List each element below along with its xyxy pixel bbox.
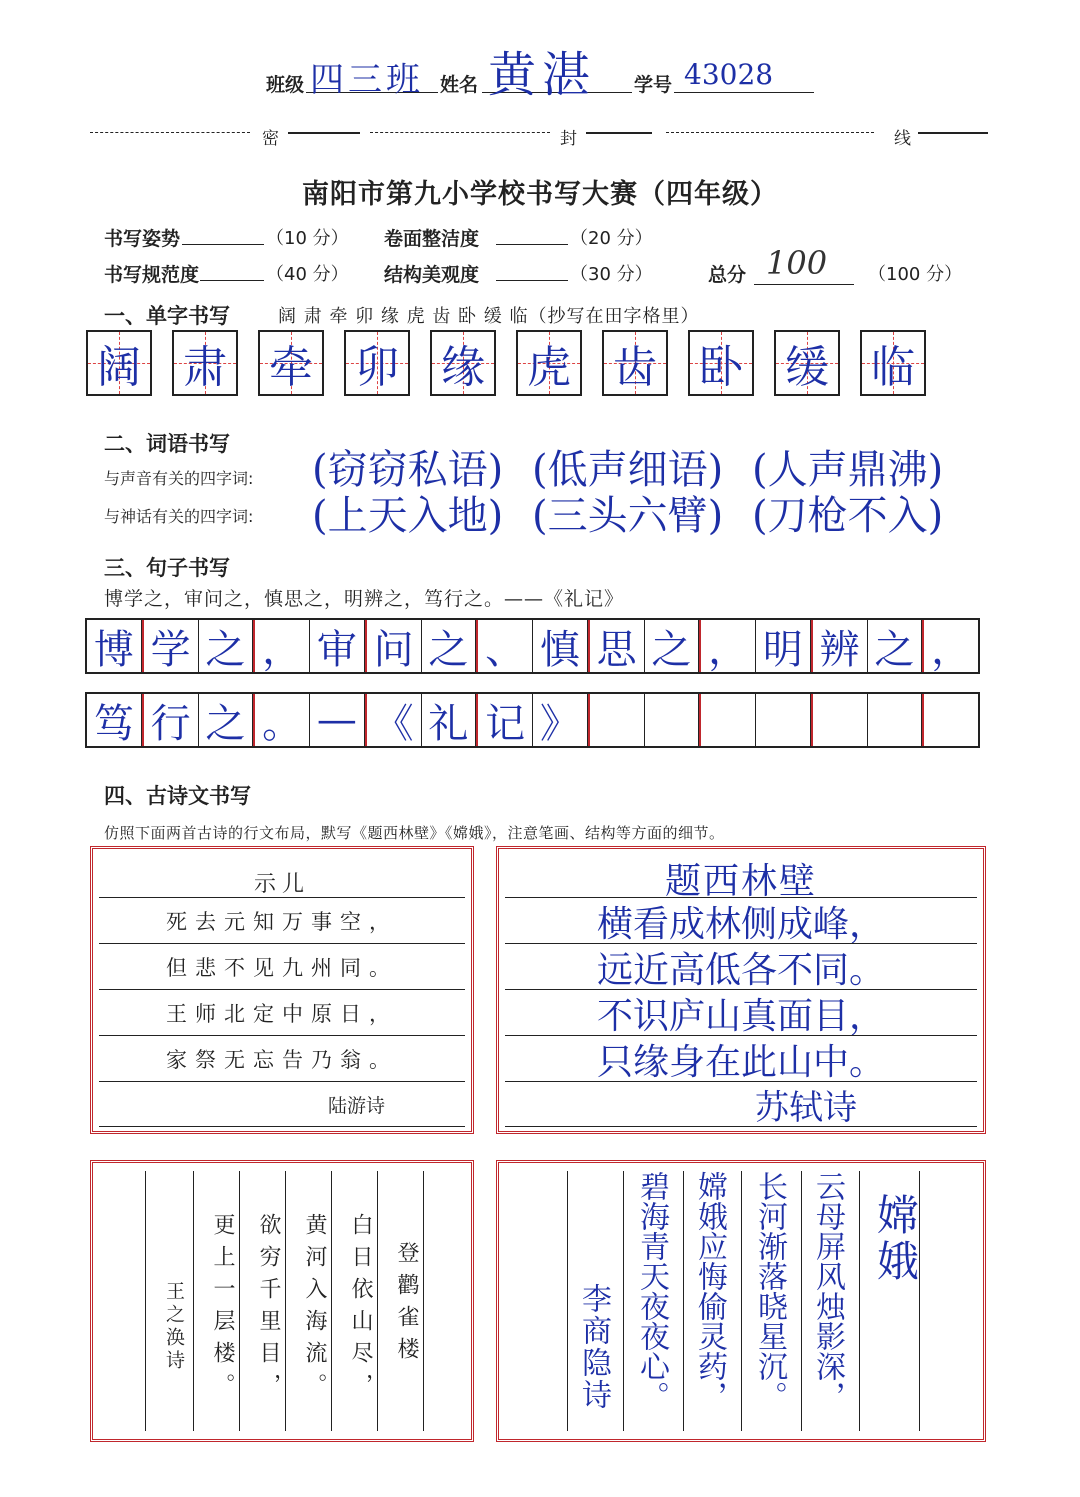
col-line — [623, 1171, 624, 1431]
section4-heading: 四、古诗文书写 — [104, 784, 251, 808]
poem-tixilinbi-line-3-text: 不识庐山真面目， — [596, 995, 885, 1037]
seal-solid-2 — [586, 132, 652, 134]
sentence-cell[interactable]: ， — [253, 620, 310, 672]
score-standard-label: 书写规范度 — [104, 264, 200, 286]
char-cell-text: 牵 — [269, 342, 313, 393]
col-line — [239, 1171, 240, 1431]
col-line — [377, 1171, 378, 1431]
myth-word-3-text: 刀枪不入 — [767, 493, 928, 539]
poem-shier-line-4 — [99, 1035, 465, 1082]
poem-shier-author: 陆游诗 — [327, 1094, 385, 1117]
myth-word-2[interactable]: (三头六臂) — [532, 493, 724, 539]
section2-heading: 二、词语书写 — [104, 432, 230, 456]
char-cell[interactable] — [860, 330, 926, 396]
id-label: 学号 — [634, 74, 673, 96]
char-cell-text: 虎 — [527, 342, 571, 393]
sentence-cell[interactable] — [645, 694, 700, 746]
section1-prompt: 阔 肃 牵 卯 缘 虎 齿 卧 缓 临（抄写在田字格里） — [278, 306, 700, 327]
char-cell-text: 卯 — [355, 342, 399, 393]
myth-words-label: 与神话有关的四字词: — [104, 507, 254, 526]
poem-shier-line-4-text: 家祭无忘告乃翁。 — [166, 1048, 398, 1072]
sentence-cell[interactable]: 礼 — [422, 694, 477, 746]
sentence-cell[interactable]: 之 — [199, 620, 254, 672]
col-line — [741, 1171, 742, 1431]
poem-shier-title: 示儿 — [253, 872, 310, 897]
section3-prompt: 博学之，审问之，慎思之，明辨之，笃行之。——《礼记》 — [104, 588, 625, 610]
poem-dengquelou-line-1: 白日依山尽， — [348, 1213, 373, 1405]
sound-word-1[interactable]: (窃窃私语) — [312, 447, 504, 493]
poem-box-change — [496, 1160, 986, 1442]
col-line — [285, 1171, 286, 1431]
score-posture-field[interactable] — [182, 222, 264, 245]
sentence-row-2 — [85, 692, 980, 748]
sentence-cell[interactable]: 之 — [645, 620, 700, 672]
col-line — [683, 1171, 684, 1431]
sound-word-2-text: 低声细语 — [547, 447, 708, 493]
score-structure-field[interactable] — [496, 258, 568, 281]
sentence-cell[interactable]: 审 — [310, 620, 365, 672]
col-line — [859, 1171, 860, 1431]
seal-dash-2 — [370, 132, 550, 133]
poem-change-title[interactable]: 嫦娥 — [871, 1193, 920, 1285]
poem-change-line-4[interactable]: 碧海青天夜夜心。 — [634, 1171, 669, 1411]
score-standard-points: （40 分） — [266, 264, 349, 285]
poem-shier-line-2 — [99, 943, 465, 990]
sentence-cell[interactable]: — — [310, 694, 365, 746]
sentence-cell[interactable] — [811, 694, 868, 746]
seal-solid-3 — [918, 132, 988, 134]
score-total-label: 总分 — [708, 264, 747, 286]
sentence-row-1 — [85, 618, 980, 674]
char-cell-text: 肃 — [183, 342, 227, 393]
col-line — [801, 1171, 802, 1431]
score-neatness-label: 卷面整洁度 — [384, 228, 480, 250]
poem-tixilinbi-line-1-text: 横看成林侧成峰， — [596, 903, 885, 945]
char-cell[interactable] — [86, 330, 152, 396]
char-cell-text: 齿 — [613, 342, 657, 393]
section4-instruction: 仿照下面两首古诗的行文布局，默写《题西林壁》《嫦娥》，注意笔画、结构等方面的细节。 — [104, 824, 725, 842]
sentence-cell[interactable]: 笃 — [87, 694, 142, 746]
score-neatness-points: （20 分） — [570, 228, 653, 249]
poem-tixilinbi-line-1[interactable] — [505, 897, 977, 944]
poem-shier-line-3-text: 王师北定中原日， — [166, 1002, 398, 1026]
score-structure-label: 结构美观度 — [384, 264, 480, 286]
char-cell[interactable] — [602, 330, 668, 396]
myth-word-3[interactable]: (刀枪不入) — [752, 493, 944, 539]
poem-dengquelou-line-3: 欲穷千里目， — [256, 1213, 281, 1405]
poem-tixilinbi-line-3[interactable] — [505, 989, 977, 1036]
sound-word-3[interactable]: (人声鼎沸) — [752, 447, 944, 493]
seal-feng: 封 — [560, 129, 577, 149]
poem-change-line-2[interactable]: 长河渐落晓星沉。 — [752, 1171, 787, 1411]
sentence-cell[interactable]: 》 — [533, 694, 588, 746]
poem-box-shier — [90, 846, 474, 1134]
sentence-cell[interactable]: 问 — [365, 620, 422, 672]
score-posture-points: （10 分） — [266, 228, 349, 249]
sound-word-3-text: 人声鼎沸 — [767, 447, 928, 493]
myth-word-1-text: 上天入地 — [327, 493, 488, 539]
poem-change-author[interactable]: 李商隐诗 — [576, 1283, 611, 1411]
col-line — [567, 1171, 568, 1431]
sound-word-1-text: 窃窃私语 — [327, 447, 488, 493]
sentence-cell[interactable] — [868, 694, 923, 746]
poem-shier-line-1 — [99, 897, 465, 944]
sentence-cell[interactable]: 记 — [476, 694, 533, 746]
seal-solid-1 — [288, 132, 360, 134]
seal-xian: 线 — [894, 129, 911, 149]
score-standard-field[interactable] — [200, 258, 264, 281]
poem-tixilinbi-author-row[interactable] — [505, 1081, 977, 1127]
sentence-cell[interactable]: 辨 — [811, 620, 868, 672]
score-total-value: 100 — [766, 244, 828, 282]
sentence-cell[interactable]: 之 — [422, 620, 477, 672]
poem-tixilinbi-line-4[interactable] — [505, 1035, 977, 1082]
sentence-cell[interactable]: 博 — [87, 620, 142, 672]
poem-shier-author-row — [99, 1081, 465, 1127]
score-structure-points: （30 分） — [570, 264, 653, 285]
poem-dengquelou-title: 登鹳雀楼 — [394, 1241, 419, 1369]
char-cell-text: 卧 — [699, 342, 743, 393]
name-value: 黄湛 — [488, 47, 597, 103]
poem-change-line-1[interactable]: 云母屏风烛影深， — [810, 1171, 845, 1411]
sentence-cell[interactable] — [588, 694, 645, 746]
section1-heading: 一、单字书写 — [104, 304, 230, 328]
sentence-cell[interactable]: 之 — [868, 620, 923, 672]
col-line — [423, 1171, 424, 1431]
col-line — [193, 1171, 194, 1431]
sentence-cell[interactable]: ， — [922, 620, 978, 672]
sentence-cell[interactable]: 《 — [365, 694, 422, 746]
poem-shier-line-1-text: 死去元知万事空， — [166, 910, 398, 934]
seal-dash-3 — [666, 132, 874, 133]
char-cell-text: 缓 — [785, 342, 829, 393]
poem-tixilinbi-line-2[interactable] — [505, 943, 977, 990]
char-cell[interactable] — [688, 330, 754, 396]
seal-dash-1 — [90, 132, 250, 133]
char-cell-text: 缘 — [441, 342, 485, 393]
sentence-cell[interactable]: 之 — [199, 694, 254, 746]
section3-heading: 三、句子书写 — [104, 556, 230, 580]
poem-tixilinbi-author: 苏轼诗 — [755, 1087, 857, 1128]
char-cell[interactable] — [172, 330, 238, 396]
char-cell[interactable] — [774, 330, 840, 396]
myth-word-2-text: 三头六臂 — [547, 493, 708, 539]
poem-change-line-3[interactable]: 嫦娥应悔偷灵药， — [692, 1171, 727, 1411]
class-label: 班级 — [266, 74, 305, 96]
id-value: 43028 — [684, 58, 774, 91]
sentence-cell[interactable]: 行 — [142, 694, 199, 746]
poem-shier-line-3 — [99, 989, 465, 1036]
char-cell[interactable] — [516, 330, 582, 396]
sentence-cell[interactable]: 。 — [253, 694, 310, 746]
sentence-cell[interactable]: 明 — [756, 620, 811, 672]
score-neatness-field[interactable] — [496, 222, 568, 245]
char-cell-text: 阔 — [97, 342, 141, 393]
poem-dengquelou-line-4: 更上一层楼。 — [210, 1213, 235, 1405]
class-value: 四三班 — [310, 60, 424, 100]
sound-words-label: 与声音有关的四字词: — [104, 469, 254, 488]
sentence-cell[interactable] — [699, 694, 756, 746]
sentence-cell[interactable]: 思 — [588, 620, 645, 672]
score-total-points: （100 分） — [868, 264, 963, 285]
sentence-cell[interactable]: ， — [699, 620, 756, 672]
char-cell[interactable] — [258, 330, 324, 396]
page-title: 南阳市第九小学校书写大赛（四年级） — [302, 179, 778, 210]
poem-tixilinbi-title: 题西林壁 — [664, 861, 817, 902]
poem-tixilinbi-line-4-text: 只缘身在此山中。 — [596, 1041, 885, 1083]
poem-shier-line-2-text: 但悲不见九州同。 — [166, 956, 398, 980]
poem-box-tixilinbi — [496, 846, 986, 1134]
poem-dengquelou-author: 王之涣诗 — [163, 1281, 185, 1373]
poem-tixilinbi-line-2-text: 远近高低各不同。 — [596, 949, 885, 991]
sound-word-2[interactable]: (低声细语) — [532, 447, 724, 493]
sentence-cell[interactable]: 慎 — [533, 620, 588, 672]
myth-word-1[interactable]: (上天入地) — [312, 493, 504, 539]
sentence-cell[interactable]: 、 — [476, 620, 533, 672]
score-posture-label: 书写姿势 — [104, 228, 181, 250]
char-cell-text: 临 — [871, 342, 915, 393]
name-label: 姓名 — [440, 74, 479, 96]
char-cell[interactable] — [430, 330, 496, 396]
sentence-cell[interactable] — [922, 694, 978, 746]
col-line — [145, 1171, 146, 1431]
poem-dengquelou-line-2: 黄河入海流。 — [302, 1213, 327, 1405]
sentence-cell[interactable] — [756, 694, 811, 746]
sentence-cell[interactable]: 学 — [142, 620, 199, 672]
col-line — [331, 1171, 332, 1431]
poem-box-dengquelou — [90, 1160, 474, 1442]
seal-mi: 密 — [262, 129, 279, 149]
char-cell[interactable] — [344, 330, 410, 396]
